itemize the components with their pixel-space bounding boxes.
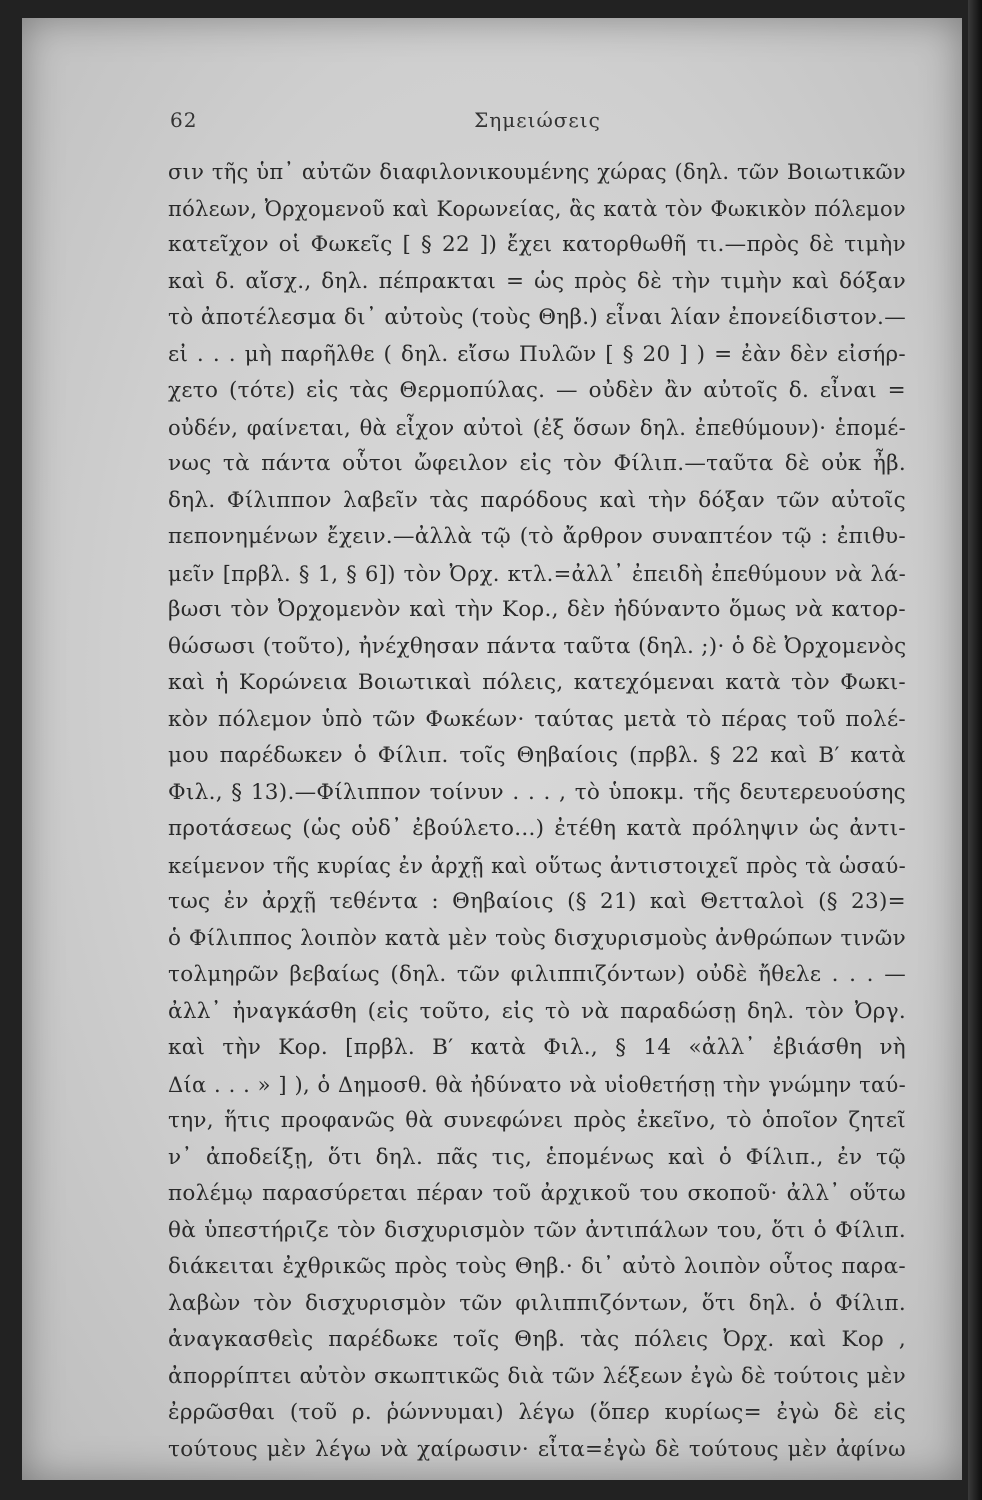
- text-line: ἀλλ᾿ ἠναγκάσθη (εἰς τοῦτο, εἰς τὸ νὰ παραδώσῃ δηλ. τὸν Ὀργ.: [168, 998, 906, 1024]
- text-line: Δία . . . » ] ), ὁ Δημοσθ. θὰ ἠδύνατο νὰ υἱοθετήσῃ τὴν γνώμην ταύ-: [168, 1072, 906, 1097]
- text-line: τως ἐν ἀρχῇ τεθέντα : Θηβαίοις (§ 21) καὶ Θετταλοὶ (§ 23)=: [168, 889, 906, 914]
- text-line: λαβὼν τὸν δισχυρισμὸν τῶν φιλιππιζόντων, ὅτι δηλ. ὁ Φίλιπ.: [168, 1290, 906, 1316]
- text-line: Φιλ., § 13).—Φίλιππον τοίνυν . . . , τὸ ὑποκμ. τῆς δευτερευούσης: [168, 779, 906, 805]
- running-title: Σημειώσεις: [474, 108, 601, 132]
- text-line: πολέμῳ παρασύρεται πέραν τοῦ ἀρχικοῦ του σκοποῦ· ἀλλ᾿ οὕτω: [168, 1181, 906, 1206]
- book-spine-edge: [968, 0, 982, 1500]
- text-line: διάκειται ἐχθρικῶς πρὸς τοὺς Θηβ.· δι᾿ αὐτὸ λοιπὸν οὗτος παρα-: [168, 1254, 906, 1279]
- text-line: εἰ . . . μὴ παρῆλθε ( δηλ. εἴσω Πυλῶν [ § 20 ] ) = ἐὰν δὲν εἰσήρ-: [168, 341, 906, 367]
- text-line: καὶ τὴν Κορ. [πρβλ. Β′ κατὰ Φιλ., § 14 «ἀλλ᾿ ἐβιάσθη νὴ: [168, 1035, 906, 1060]
- text-line: ἀπορρίπτει αὐτὸν σκωπτικῶς διὰ τῶν λέξεων ἐγὼ δὲ τούτοις μὲν: [168, 1363, 906, 1389]
- text-line: νως τὰ πάντα οὗτοι ὤφειλον εἰς τὸν Φίλιπ.—ταῦτα δὲ οὐκ ἦβ.: [168, 451, 906, 476]
- text-line: μεῖν [πρβλ. § 1, § 6]) τὸν Ὀρχ. κτλ.=ἀλλ᾿ ἐπειδὴ ἐπεθύμουν νὰ λά-: [168, 561, 906, 586]
- text-line: δηλ. Φίλιππον λαβεῖν τὰς παρόδους καὶ τὴν δόξαν τῶν αὐτοῖς: [168, 487, 906, 513]
- running-head: [170, 108, 905, 138]
- text-line: θὰ ὑπεστήριζε τὸν δισχυρισμὸν τῶν ἀντιπάλων του, ὅτι ὁ Φίλιπ.: [168, 1217, 906, 1243]
- text-line: την, ἥτις προφανῶς θὰ συνεφώνει πρὸς ἐκεῖνο, τὸ ὁποῖον ζητεῖ: [168, 1108, 906, 1133]
- text-line: κὸν πόλεμον ὑπὸ τῶν Φωκέων· ταύτας μετὰ τὸ πέρας τοῦ πολέ-: [168, 706, 906, 732]
- text-line: οὐδέν, φαίνεται, θὰ εἶχον αὐτοὶ (ἐξ ὅσων δηλ. ἐπεθύμουν)· ἑπομέ-: [168, 415, 906, 440]
- text-line: καὶ δ. αἴσχ., δηλ. πέπρακται = ὡς πρὸς δὲ τὴν τιμὴν καὶ δόξαν: [168, 268, 906, 294]
- notes-body-text: [168, 154, 906, 1468]
- text-line: χετο (τότε) εἰς τὰς Θερμοπύλας. — οὐδὲν ἂν αὐτοῖς δ. εἶναι =: [168, 378, 906, 403]
- text-line: σιν τῆς ὑπ᾿ αὐτῶν διαφιλονικουμένης χώρας (δηλ. τῶν Βοιωτικῶν: [168, 160, 906, 184]
- text-line: μου παρέδωκεν ὁ Φίλιπ. τοῖς Θηβαίοις (πρβλ. § 22 καὶ Β′ κατὰ: [168, 743, 906, 768]
- text-line: ὁ Φίλιππος λοιπὸν κατὰ μὲν τοὺς δισχυρισμοὺς ἀνθρώπων τινῶν: [168, 925, 906, 951]
- text-line: τούτους μὲν λέγω νὰ χαίρωσιν· εἶτα=ἐγὼ δὲ τούτους μὲν ἀφίνω: [168, 1436, 906, 1462]
- text-line: βωσι τὸν Ὀρχομενὸν καὶ τὴν Κορ., δὲν ἠδύναντο ὅμως νὰ κατορ-: [168, 597, 906, 622]
- page-number: 62: [170, 108, 198, 132]
- text-line: θώσωσι (τοῦτο), ἠνέχθησαν πάντα ταῦτα (δηλ. ;)· ὁ δὲ Ὀρχομενὸς: [168, 633, 906, 659]
- text-line: τὸ ἀποτέλεσμα δι᾿ αὐτοὺς (τοὺς Θηβ.) εἶναι λίαν ἐπονείδιστον.—: [168, 305, 906, 330]
- text-line: κατεῖχον οἱ Φωκεῖς [ § 22 ]) ἔχει κατορθωθῆ τι.—πρὸς δὲ τιμὴν: [168, 232, 906, 257]
- text-line: καὶ ἡ Κορώνεια Βοιωτικαὶ πόλεις, κατεχόμεναι κατὰ τὸν Φωκι-: [168, 670, 906, 695]
- text-line: πόλεων, Ὀρχομενοῦ καὶ Κορωνείας, ἃς κατὰ τὸν Φωκικὸν πόλεμον: [168, 196, 906, 221]
- text-line: ἀναγκασθεὶς παρέδωκε τοῖς Θηβ. τὰς πόλεις Ὀρχ. καὶ Κορ ,: [168, 1327, 906, 1352]
- text-line: κείμενον τῆς κυρίας ἐν ἀρχῇ καὶ οὕτως ἀντιστοιχεῖ πρὸς τὰ ὡσαύ-: [168, 853, 906, 878]
- text-line: ν᾿ ἀποδείξῃ, ὅτι δηλ. πᾶς τις, ἑπομένως καὶ ὁ Φίλιπ., ἐν τῷ: [168, 1144, 906, 1170]
- text-line: πεπονημένων ἔχειν.—ἀλλὰ τῷ (τὸ ἄρθρον συναπτέον τῷ : ἐπιθυ-: [168, 524, 906, 549]
- text-line: προτάσεως (ὡς οὐδ᾿ ἐβούλετο...) ἐτέθη κατὰ πρόληψιν ὡς ἀντι-: [168, 816, 906, 841]
- text-line: ἐρρῶσθαι (τοῦ ρ. ῥώννυμαι) λέγω (ὅπερ κυρίως= ἐγὼ δὲ εἰς: [168, 1400, 906, 1425]
- text-line: τολμηρῶν βεβαίως (δηλ. τῶν φιλιππιζόντων) οὐδὲ ἤθελε . . . —: [168, 962, 906, 987]
